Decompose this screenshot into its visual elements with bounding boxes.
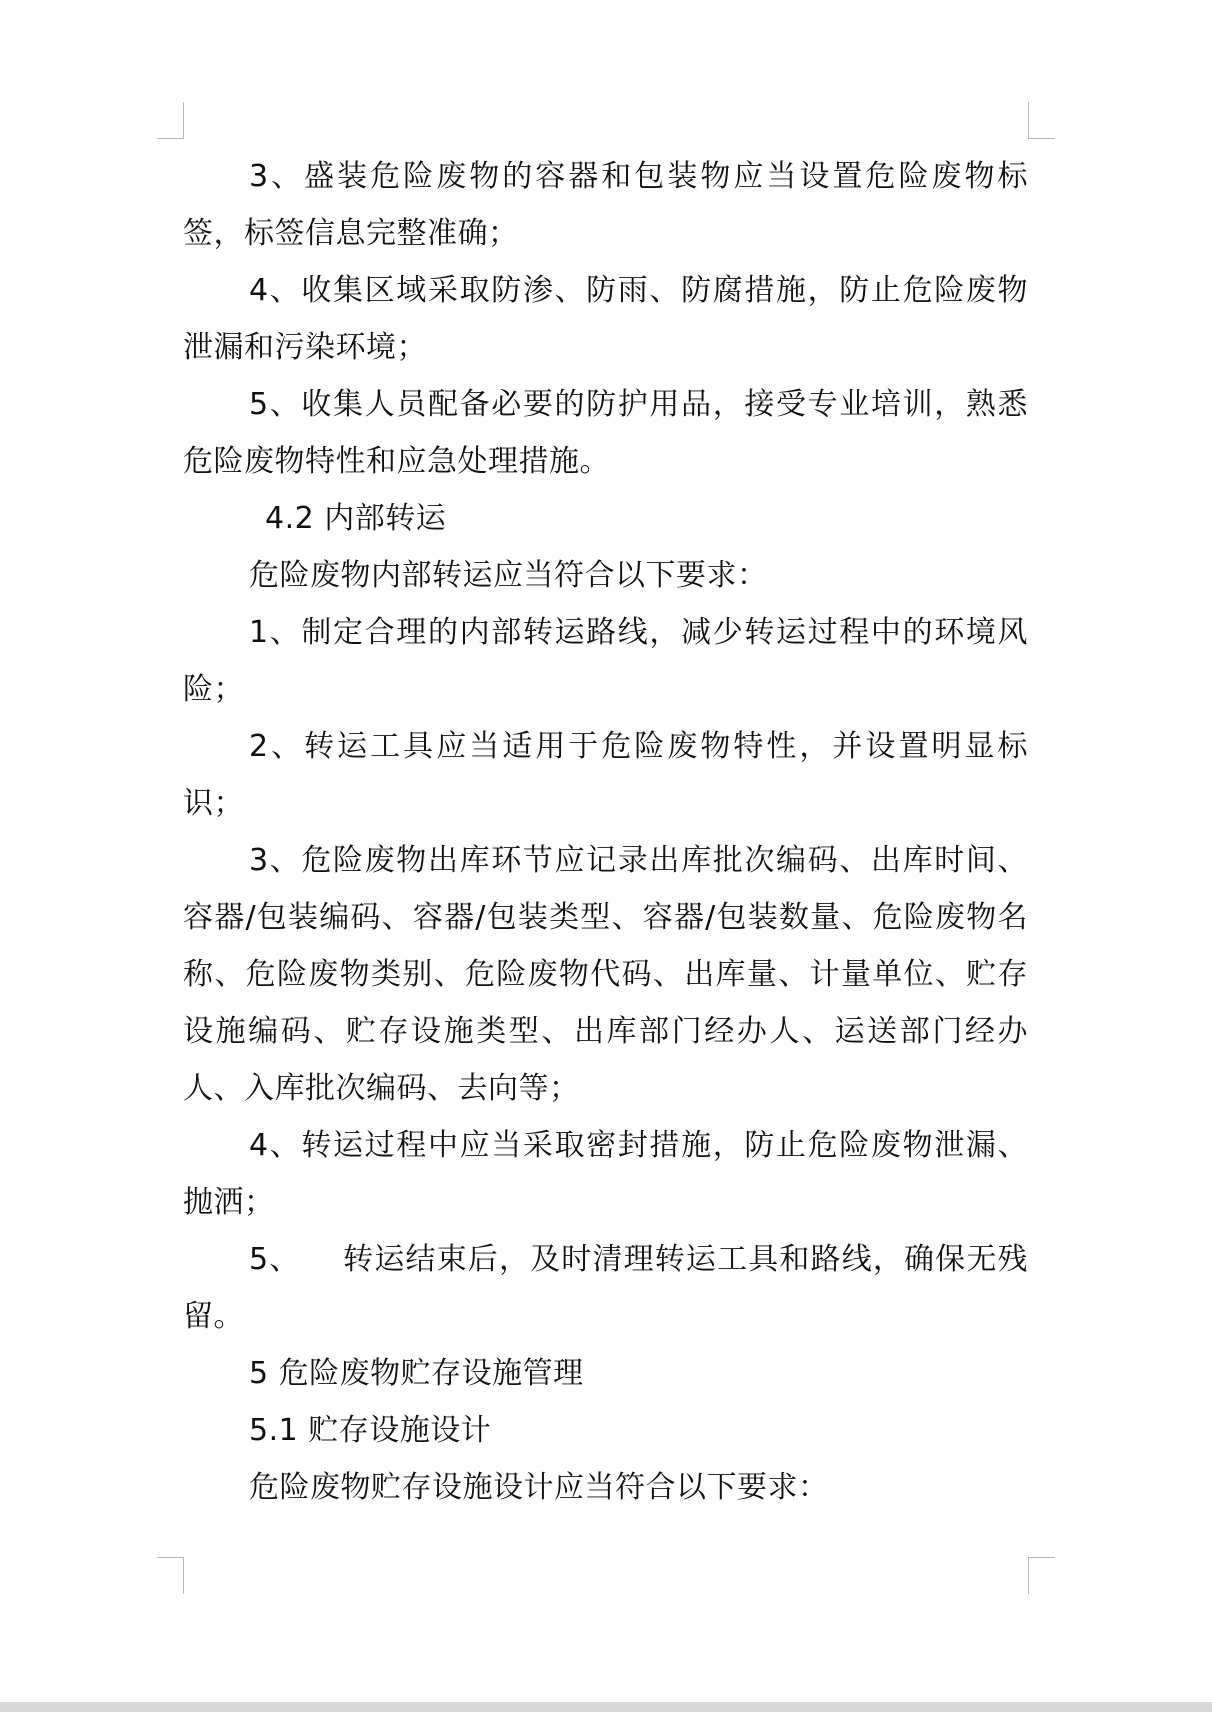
paragraph-storage-design-intro: 危险废物贮存设施设计应当符合以下要求： (249, 1470, 829, 1505)
crop-mark-bottom-left (157, 1557, 184, 1594)
paragraph-item-5-collection-staff: 5、收集人员配备必要的防护用品，接受专业培训，熟悉危险废物特性和应急处理措施。 (183, 387, 1028, 479)
paragraph-transfer-item-3: 3、危险废物出库环节应记录出库批次编码、出库时间、容器/包装编码、容器/包装类型、容器/包装数量、危险废物名称、危险废物类别、危险废物代码、出库量、计量单位、贮存设施编码、贮存设施类型、出库部门经办人、运送部门经办人、入库批次编码、去向等； (183, 843, 1028, 1106)
document-body (183, 148, 1028, 1516)
crop-mark-top-left (157, 102, 184, 139)
crop-mark-bottom-right (1028, 1557, 1055, 1594)
paragraph-transfer-item-2: 2、转运工具应当适用于危险废物特性，并设置明显标识； (183, 729, 1028, 821)
section-heading-5-1: 5.1 贮存设施设计 (249, 1413, 492, 1448)
paragraph-transfer-item-1: 1、制定合理的内部转运路线，减少转运过程中的环境风险； (183, 615, 1028, 707)
paragraph-transfer-item-5: 5、 转运结束后，及时清理转运工具和路线，确保无残留。 (183, 1242, 1028, 1334)
paragraph-item-4-collection-area: 4、收集区域采取防渗、防雨、防腐措施，防止危险废物泄漏和污染环境； (183, 273, 1028, 365)
paragraph-transfer-item-4: 4、转运过程中应当采取密封措施，防止危险废物泄漏、抛洒； (183, 1128, 1028, 1220)
paragraph-item-3-labels: 3、盛装危险废物的容器和包装物应当设置危险废物标签，标签信息完整准确； (183, 159, 1028, 251)
viewer-bottom-bar (0, 1702, 1212, 1712)
section-heading-5: 5 危险废物贮存设施管理 (249, 1356, 584, 1391)
paragraph-transfer-intro: 危险废物内部转运应当符合以下要求： (249, 558, 768, 593)
crop-mark-top-right (1028, 102, 1055, 139)
section-heading-4-2: 4.2 内部转运 (265, 501, 447, 536)
